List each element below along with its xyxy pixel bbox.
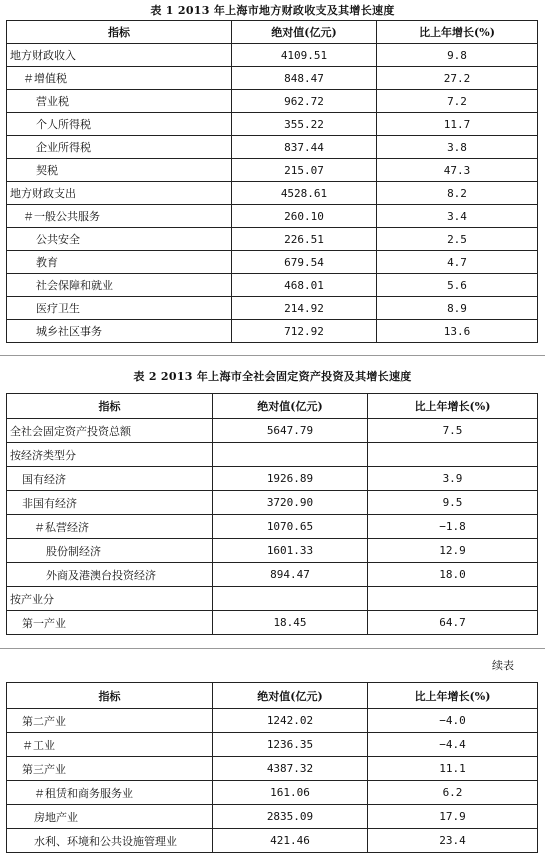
row-absolute-value: 848.47 xyxy=(232,67,377,90)
row-absolute-value: 4528.61 xyxy=(232,182,377,205)
row-absolute-value: 1236.35 xyxy=(213,733,368,757)
row-absolute-value: 18.45 xyxy=(213,611,368,635)
row-absolute-value: 962.72 xyxy=(232,90,377,113)
row-absolute-value: 679.54 xyxy=(232,251,377,274)
row-growth: 13.6 xyxy=(377,320,538,343)
row-growth: 11.7 xyxy=(377,113,538,136)
table-row xyxy=(7,228,538,251)
row-label: 按经济类型分 xyxy=(7,443,213,467)
row-growth: 9.5 xyxy=(368,491,538,515)
table-row xyxy=(7,251,538,274)
table-row xyxy=(7,67,538,90)
row-label: 社会保障和就业 xyxy=(7,274,232,297)
table-row xyxy=(7,113,538,136)
row-growth: 7.2 xyxy=(377,90,538,113)
row-absolute-value: 2835.09 xyxy=(213,805,368,829)
table-row xyxy=(7,587,538,611)
row-label: 营业税 xyxy=(7,90,232,113)
row-label: 国有经济 xyxy=(7,467,213,491)
table3 xyxy=(6,682,538,853)
row-label: 第三产业 xyxy=(7,757,213,781)
row-absolute-value xyxy=(213,587,368,611)
header-indicator: 指标 xyxy=(7,21,232,44)
table2-caption: 表 2 2013 年上海市全社会固定资产投资及其增长速度 xyxy=(133,370,412,383)
header-absolute-value: 绝对值(亿元) xyxy=(213,683,368,709)
row-absolute-value: 1070.65 xyxy=(213,515,368,539)
table-row xyxy=(7,491,538,515)
row-absolute-value: 1242.02 xyxy=(213,709,368,733)
row-absolute-value: 421.46 xyxy=(213,829,368,853)
row-growth xyxy=(368,443,538,467)
row-label: 城乡社区事务 xyxy=(7,320,232,343)
continued-note: 续表 xyxy=(492,659,514,672)
row-growth xyxy=(368,587,538,611)
row-absolute-value: 5647.79 xyxy=(213,419,368,443)
table-row xyxy=(7,274,538,297)
row-label: 企业所得税 xyxy=(7,136,232,159)
row-absolute-value: 468.01 xyxy=(232,274,377,297)
header-growth: 比上年增长(%) xyxy=(377,21,538,44)
header-growth: 比上年增长(%) xyxy=(368,394,538,419)
row-label: 医疗卫生 xyxy=(7,297,232,320)
row-label: 个人所得税 xyxy=(7,113,232,136)
table-row xyxy=(7,539,538,563)
row-growth: −4.4 xyxy=(368,733,538,757)
row-growth: 8.9 xyxy=(377,297,538,320)
table3-header-row xyxy=(7,683,538,709)
row-label: 地方财政支出 xyxy=(7,182,232,205)
row-label: 教育 xyxy=(7,251,232,274)
table-row xyxy=(7,563,538,587)
table-row xyxy=(7,182,538,205)
table-row xyxy=(7,90,538,113)
row-growth: 3.9 xyxy=(368,467,538,491)
row-growth: −1.8 xyxy=(368,515,538,539)
row-growth: −4.0 xyxy=(368,709,538,733)
row-absolute-value: 260.10 xyxy=(232,205,377,228)
row-absolute-value: 837.44 xyxy=(232,136,377,159)
row-growth: 2.5 xyxy=(377,228,538,251)
header-indicator: 指标 xyxy=(7,683,213,709)
row-label: ＃租赁和商务服务业 xyxy=(7,781,213,805)
row-absolute-value xyxy=(213,443,368,467)
row-absolute-value: 214.92 xyxy=(232,297,377,320)
row-growth: 27.2 xyxy=(377,67,538,90)
row-growth: 11.1 xyxy=(368,757,538,781)
row-absolute-value: 894.47 xyxy=(213,563,368,587)
table-row xyxy=(7,44,538,67)
row-label: ＃私营经济 xyxy=(7,515,213,539)
table-row xyxy=(7,320,538,343)
row-absolute-value: 226.51 xyxy=(232,228,377,251)
table-row xyxy=(7,709,538,733)
table2 xyxy=(6,393,538,635)
table1-caption: 表 1 2013 年上海市地方财政收支及其增长速度 xyxy=(150,4,395,17)
row-absolute-value: 4387.32 xyxy=(213,757,368,781)
row-growth: 9.8 xyxy=(377,44,538,67)
table-row xyxy=(7,611,538,635)
row-absolute-value: 4109.51 xyxy=(232,44,377,67)
row-label: ＃一般公共服务 xyxy=(7,205,232,228)
row-label: 股份制经济 xyxy=(7,539,213,563)
row-label: 水利、环境和公共设施管理业 xyxy=(7,829,213,853)
row-growth: 17.9 xyxy=(368,805,538,829)
table-row xyxy=(7,733,538,757)
table1 xyxy=(6,20,538,343)
row-growth: 3.8 xyxy=(377,136,538,159)
header-growth: 比上年增长(%) xyxy=(368,683,538,709)
row-growth: 23.4 xyxy=(368,829,538,853)
table1-header-row xyxy=(7,21,538,44)
table-row xyxy=(7,781,538,805)
row-absolute-value: 3720.90 xyxy=(213,491,368,515)
row-absolute-value: 215.07 xyxy=(232,159,377,182)
row-absolute-value: 1601.33 xyxy=(213,539,368,563)
table-row xyxy=(7,467,538,491)
row-label: 外商及港澳台投资经济 xyxy=(7,563,213,587)
row-label: 按产业分 xyxy=(7,587,213,611)
row-label: 第二产业 xyxy=(7,709,213,733)
table-row xyxy=(7,136,538,159)
row-label: ＃工业 xyxy=(7,733,213,757)
table-row xyxy=(7,205,538,228)
header-absolute-value: 绝对值(亿元) xyxy=(232,21,377,44)
row-label: 第一产业 xyxy=(7,611,213,635)
table-row xyxy=(7,443,538,467)
row-growth: 3.4 xyxy=(377,205,538,228)
row-growth: 47.3 xyxy=(377,159,538,182)
table-row xyxy=(7,515,538,539)
row-growth: 6.2 xyxy=(368,781,538,805)
table-row xyxy=(7,297,538,320)
row-absolute-value: 712.92 xyxy=(232,320,377,343)
row-label: ＃增值税 xyxy=(7,67,232,90)
row-absolute-value: 355.22 xyxy=(232,113,377,136)
table-row xyxy=(7,419,538,443)
section-divider xyxy=(0,355,545,356)
row-absolute-value: 1926.89 xyxy=(213,467,368,491)
header-absolute-value: 绝对值(亿元) xyxy=(213,394,368,419)
table-row xyxy=(7,805,538,829)
table-row xyxy=(7,829,538,853)
row-growth: 12.9 xyxy=(368,539,538,563)
table-row xyxy=(7,757,538,781)
row-growth: 5.6 xyxy=(377,274,538,297)
row-label: 地方财政收入 xyxy=(7,44,232,67)
row-label: 公共安全 xyxy=(7,228,232,251)
row-growth: 4.7 xyxy=(377,251,538,274)
row-label: 契税 xyxy=(7,159,232,182)
row-growth: 18.0 xyxy=(368,563,538,587)
section-divider xyxy=(0,648,545,649)
table-row xyxy=(7,159,538,182)
row-label: 非国有经济 xyxy=(7,491,213,515)
header-indicator: 指标 xyxy=(7,394,213,419)
row-growth: 7.5 xyxy=(368,419,538,443)
row-absolute-value: 161.06 xyxy=(213,781,368,805)
row-label: 房地产业 xyxy=(7,805,213,829)
row-growth: 64.7 xyxy=(368,611,538,635)
row-growth: 8.2 xyxy=(377,182,538,205)
table2-header-row xyxy=(7,394,538,419)
row-label: 全社会固定资产投资总额 xyxy=(7,419,213,443)
